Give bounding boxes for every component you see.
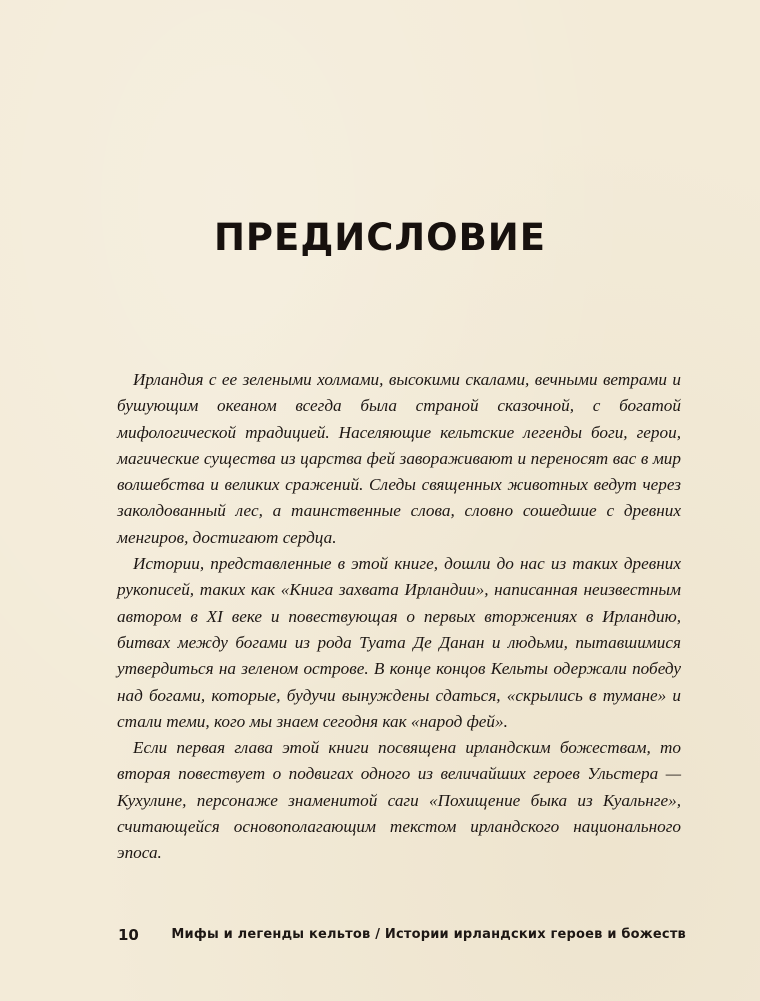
running-title: Мифы и легенды кельтов / Истории ирландских героев и божеств bbox=[171, 927, 686, 942]
page-number: 10 bbox=[118, 926, 139, 944]
paragraph: Ирландия с ее зелеными холмами, высокими скалами, вечными ветрами и бушующим океаном всегда была страной сказочной, с богатой мифологической традицией. Населяющие кельтские легенды боги, герои, магические существа из царства фей завораживают и переносят вас в мир волшебства и великих сражений. Следы священных животных ведут через заколдованный лес, а таинственные слова, словно сошедшие с древних менгиров, достигают сердца. bbox=[117, 370, 681, 547]
page-title: ПРЕДИСЛОВИЕ bbox=[213, 216, 547, 259]
paragraph: Если первая глава этой книги посвящена ирландским божествам, то вторая повествует о подвигах одного из величайших героев Ульстера — Кухулине, персонаже знаменитой саги «Похищение быка из Куальнге», считающейся основополагающим текстом ирландского национального эпоса. bbox=[117, 738, 681, 863]
paragraph: Истории, представленные в этой книге, дошли до нас из таких древних рукописей, таких как «Книга захвата Ирландии», написанная неизвестным автором в XI веке и повествующая о первых вторжениях в Ирландию, битвах между богами из рода Туата Де Данан и людьми, пытавшимися утвердиться на зеленом острове. В конце концов Кельты одержали победу над богами, которые, будучи вынуждены сдаться, «скрылись в тумане» и стали теми, кого мы знаем сегодня как «народ фей». bbox=[117, 554, 681, 731]
body-text bbox=[117, 367, 681, 867]
